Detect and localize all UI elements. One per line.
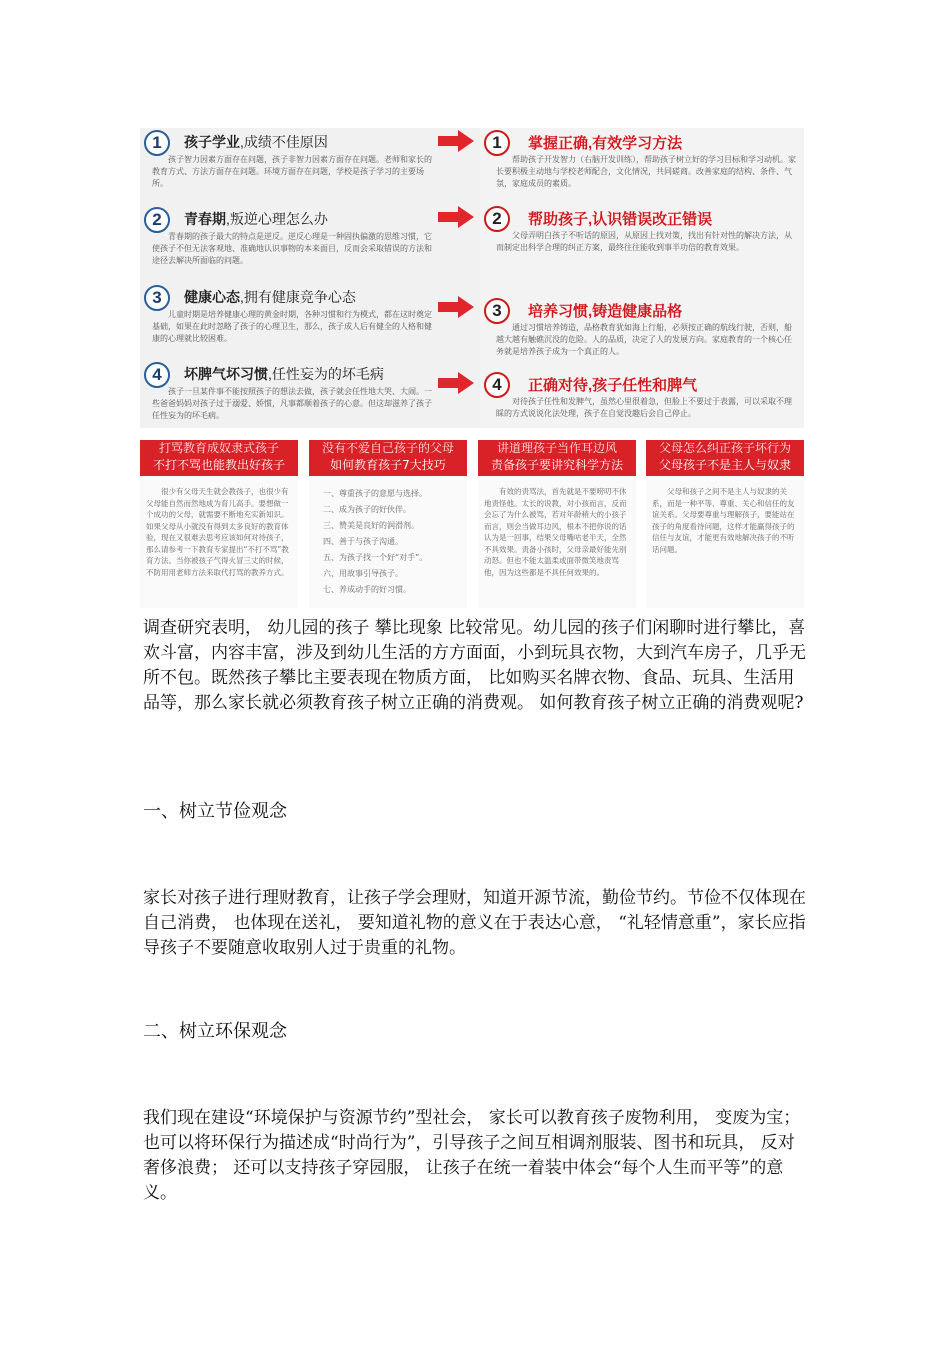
card-header: 父母怎么纠正孩子坏行为 父母孩子不是主人与奴隶 (646, 440, 804, 476)
solution-title: 掌握正确,有效学习方法 (528, 135, 683, 152)
list-item: 五、为孩子找一个好“对手”。 (323, 553, 428, 562)
tip-card (309, 440, 467, 608)
card-header: 没有不爱自己孩子的父母 如何教育孩子7大技巧 (309, 440, 467, 476)
list-item: 四、善于与孩子沟通。 (323, 537, 403, 546)
number-badge: 3 (484, 298, 510, 324)
card-text: 父母和孩子之间不是主人与奴隶的关系，而是一种平等、尊重、关心和信任的友谊关系。父母要尊重与理解孩子，要能站在孩子的角度看待问题，这样才能赢得孩子的信任与友谊，才能更有效地解决孩子的不听话问题。 (652, 487, 795, 554)
problem-item (140, 128, 436, 203)
list-item: 一、尊重孩子的意愿与选择。 (323, 489, 427, 498)
problem-text: 孩子智力因素方面存在问题，孩子非智力因素方面存在问题。老师和家长的教育方式、方法方面存在问题。环境方面存在问题，学校是孩子学习的主要场所。 (152, 155, 432, 188)
section-1-paragraph: 家长对孩子进行理财教育，让孩子学会理财，知道开源节流，勤俭节约。节俭不仅体现在自己消费， 也体现在送礼， 要知道礼物的意义在于表达心意， “礼轻情意重”，家长应指导孩子不要随意收取别人过于贵重的礼物。 (143, 888, 806, 958)
number-badge: 2 (484, 206, 510, 232)
arrow-right-icon (438, 372, 476, 394)
solution-text: 对待孩子任性和发脾气，虽然心里很着急，但脸上不要过于表露，可以采取不理睬的方式说说化法处理，孩子在自觉没趣后会自己停止。 (496, 397, 792, 418)
solution-item (480, 128, 804, 203)
number-badge: 2 (144, 207, 170, 233)
solution-text: 父母弄明白孩子不听话的原因，从原因上找对策，找出有针对性的解决方法，从而制定出科学合理的纠正方案，最终往往能收到事半功倍的教育效果。 (496, 231, 792, 252)
section-heading-1: 一、树立节俭观念 (143, 801, 287, 822)
solution-item (480, 370, 804, 445)
section-heading-2: 二、树立环保观念 (143, 1021, 287, 1042)
problem-item (140, 283, 436, 358)
problem-text: 孩子一旦某件事不能按照孩子的想法去做，孩子就会任性地大哭、大闹。一些爸爸妈妈对孩子过于溺爱、娇惯，凡事都顺着孩子的心意。但这却滋养了孩子任性妄为的坏毛病。 (152, 387, 432, 420)
card-header: 打骂教育成奴隶式孩子 不打不骂也能教出好孩子 (140, 440, 298, 476)
solution-text: 帮助孩子开发智力（右脑开发训练），帮助孩子树立好的学习目标和学习动机。家长要积极主动地与学校老师配合，文化情况，共同磋商。改善家庭的结构、条件、气氛，家庭成员的素质。 (496, 155, 796, 188)
arrow-right-icon (438, 206, 476, 228)
parenting-infographic (140, 128, 804, 608)
arrow-right-icon (438, 130, 476, 152)
card-list (315, 486, 463, 598)
problem-title: 孩子学业,成绩不佳原因 (184, 134, 328, 150)
problems-column (140, 128, 436, 428)
number-badge: 1 (144, 130, 170, 156)
solutions-column (480, 128, 804, 428)
card-header: 讲道理孩子当作耳边风 责备孩子要讲究科学方法 (478, 440, 636, 476)
tip-card (140, 440, 298, 608)
problem-title: 健康心态,拥有健康竞争心态 (184, 289, 356, 305)
number-badge: 4 (144, 362, 170, 388)
list-item: 六、用故事引导孩子。 (323, 569, 403, 578)
intro-paragraph: 调查研究表明， 幼儿园的孩子 攀比现象 比较常见。幼儿园的孩子们闲聊时进行攀比，喜欢斗富，内容丰富，涉及到幼儿生活的方方面面，小到玩具衣物，大到汽车房子，几乎无所不包。既然孩子攀比主要表现在物质方面， 比如购买名牌衣物、食品、玩具、生活用品等，那么家长就必须教育孩子树立正确的消费观。 如何教育孩子树立正确的消费观呢? (143, 618, 806, 713)
card-text: 有效的责骂法，首先就是不要唠叨不休地责怪他。太长的说教，对小孩而言，反而会忘了为什么被骂，若对年龄稍大的小孩子而言，则会当做耳边风，根本不把你说的话认为是一回事，结果父母嘴咕老半天，全然不具效果。责备小孩时，父母亲最好能先别动怒。但也不能太温柔或面带微笑地责骂他，因为这些都是不具任何效果的。 (484, 487, 627, 577)
problem-text: 青春期的孩子最大的特点是逆反。逆反心理是一种固执偏激的思维习惯，它使孩子不但无法客观地、准确地认识事物的本来面目，反而会采取错误的方法和途径去解决所面临的问题。 (152, 232, 432, 265)
problem-item (140, 205, 436, 280)
number-badge: 3 (144, 285, 170, 311)
problem-title: 青春期,叛逆心理怎么办 (184, 211, 328, 227)
list-item: 二、成为孩子的好伙伴。 (323, 505, 411, 514)
solution-item (480, 296, 804, 371)
solution-title: 正确对待,孩子任性和脾气 (528, 377, 698, 394)
card-text: 很少有父母天生就会教孩子，也很少有父母能自然而然地成为育儿高手。要想做一个成功的父母，就需要不断地充实新知识。如果父母从小就没有得到太多良好的教育体验，现在又很难去思考应该如何对待孩子，那么请参考一下教育专家提出“不打不骂”教育方法。当你被孩子气得火冒三丈的时候，不防用用老师方法来取代打骂的教养方式。 (146, 487, 289, 577)
number-badge: 1 (484, 130, 510, 156)
list-item: 三、赞美是良好的润滑剂。 (323, 521, 419, 530)
section-2-paragraph: 我们现在建设“环境保护与资源节约”型社会， 家长可以教育孩子废物利用， 变废为宝；也可以将环保行为描述成“时尚行为”，引导孩子之间互相调剂服装、图书和玩具， 反对奢侈浪费； 还可以支持孩子穿园服， 让孩子在统一着装中体会“每个人生而平等”的意义。 (143, 1108, 801, 1203)
problem-solution-panel (140, 128, 804, 428)
solution-title: 帮助孩子,认识错误改正错误 (528, 211, 713, 228)
problem-text: 儿童时期是培养健康心理的黄金时期，各种习惯和行为模式，都在这时奠定基础，如果在此时忽略了孩子的心理卫生，那么，孩子成人后有健全的人格和健康的心理就比较困难。 (152, 310, 432, 343)
solution-text: 通过习惯培养铸造，品格教育犹如海上行船，必须按正确的航线行驶，否则，船越大越有触礁沉没的危险。人的品质，决定了人的发展方向。家庭教育的一个核心任务就是培养孩子成为一个真正的人。 (496, 323, 792, 356)
list-item: 七、养成动手的好习惯。 (323, 585, 411, 594)
solution-title: 培养习惯,铸造健康品格 (528, 303, 683, 320)
tip-card (478, 440, 636, 608)
tip-card (646, 440, 804, 608)
solution-item (480, 204, 804, 279)
problem-item (140, 360, 436, 435)
arrow-right-icon (438, 296, 476, 318)
number-badge: 4 (484, 372, 510, 398)
tips-cards (140, 440, 804, 608)
problem-title: 坏脾气坏习惯,任性妄为的坏毛病 (184, 366, 384, 382)
